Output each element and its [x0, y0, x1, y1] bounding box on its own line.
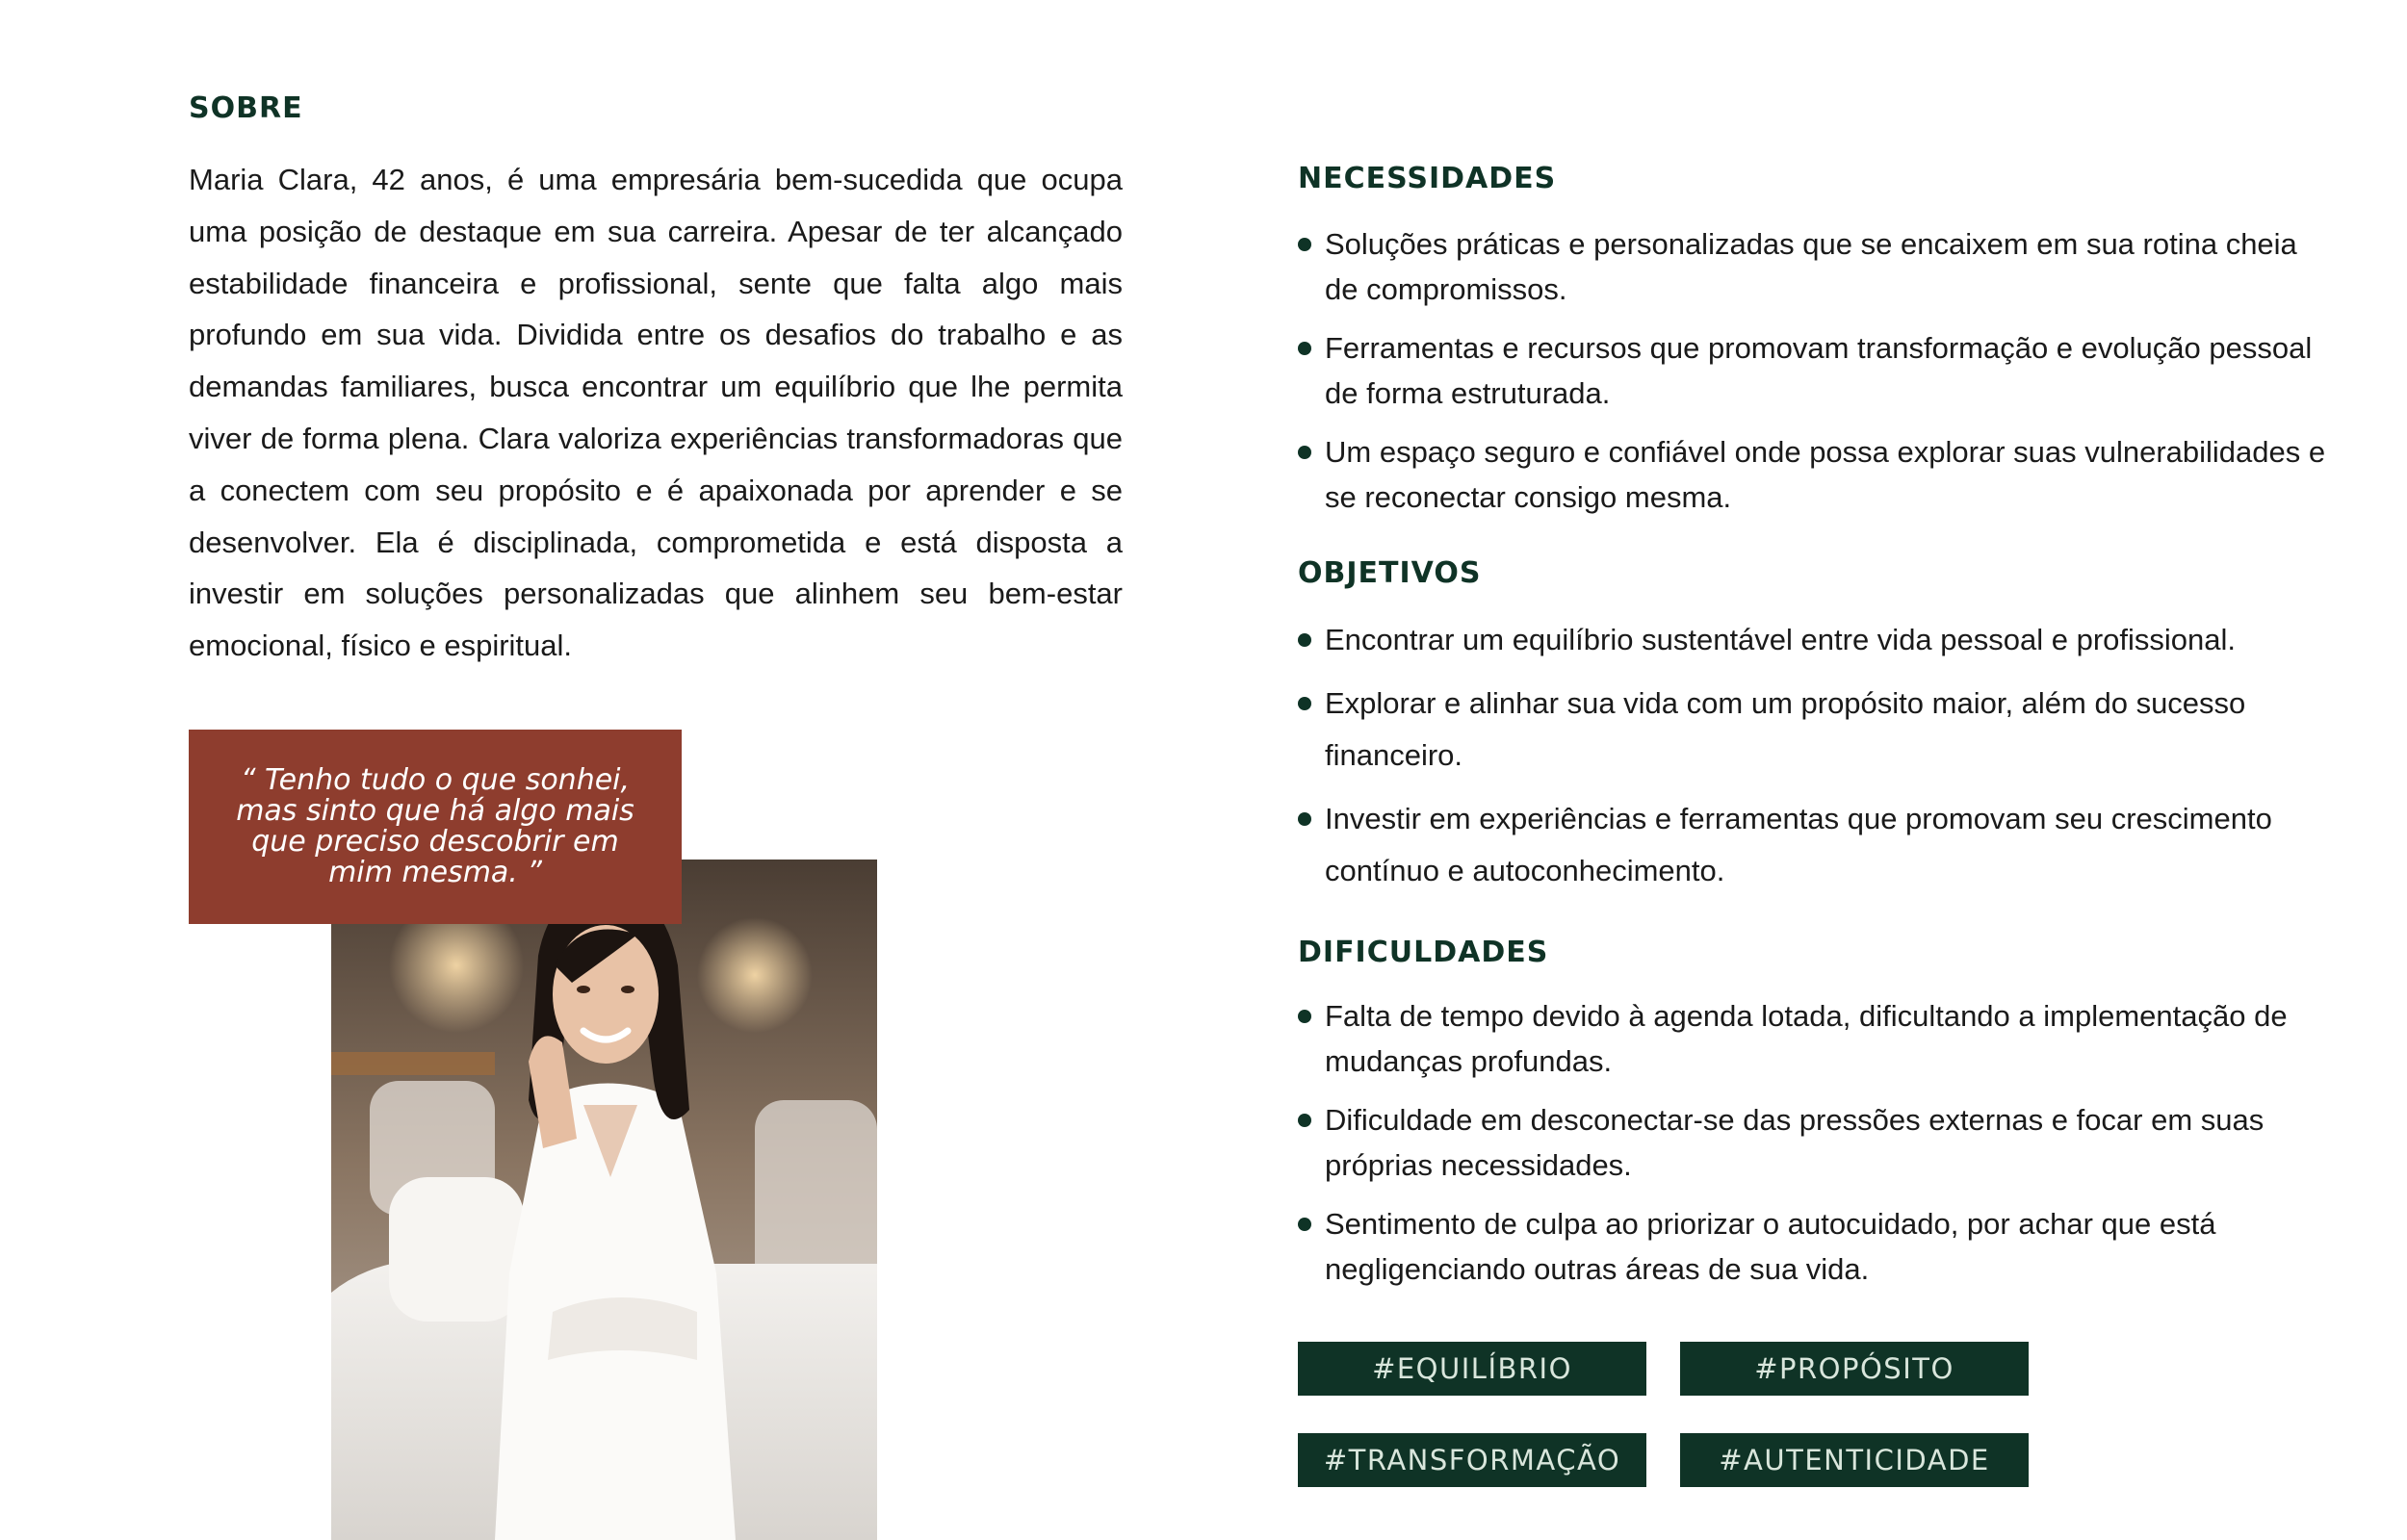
list-item	[1298, 1097, 2338, 1188]
bullet-dot-icon	[1298, 446, 1311, 459]
about-paragraph: Maria Clara, 42 anos, é uma empresária bem-sucedida que ocupa uma posição de destaque em sua carreira. Apesar de ter alcançado estabilidade financeira e profissional, sente que falta algo mais profundo em sua vida. Dividida entre os desafios do trabalho e as demandas familiares, busca encontrar um equilíbrio que lhe permita viver de forma plena. Clara valoriza experiências transformadoras que a conectem com seu propósito e é apaixonada por aprender e se desenvolver. Ela é disciplinada, comprometida e está disposta a investir em soluções personalizadas que alinhem seu bem-estar emocional, físico e espiritual.	[189, 163, 1123, 663]
difficulties-heading: DIFICULDADES	[1298, 936, 1549, 969]
bullet-dot-icon	[1298, 1114, 1311, 1127]
tag-equilibrio: #EQUILÍBRIO	[1298, 1342, 1646, 1396]
list-item	[1298, 221, 2338, 312]
tag-transformacao: #TRANSFORMAÇÃO	[1298, 1433, 1646, 1487]
bullet-dot-icon	[1298, 633, 1311, 647]
list-item	[1298, 793, 2338, 897]
goals-list	[1298, 614, 2338, 897]
list-item	[1298, 678, 2338, 782]
about-heading: SOBRE	[189, 91, 303, 125]
list-item-text: Falta de tempo devido à agenda lotada, dificultando a implementação de mudanças profundas.	[1325, 999, 2288, 1078]
list-item	[1298, 1201, 2338, 1292]
list-item	[1298, 993, 2338, 1084]
list-item-text: Um espaço seguro e confiável onde possa explorar suas vulnerabilidades e se reconectar consigo mesma.	[1325, 435, 2326, 514]
list-item-text: Dificuldade em desconectar-se das pressões externas e focar em suas próprias necessidades.	[1325, 1103, 2265, 1182]
needs-heading: NECESSIDADES	[1298, 162, 1557, 195]
list-item-text: Ferramentas e recursos que promovam transformação e evolução pessoal de forma estruturada.	[1325, 331, 2313, 410]
list-item-text: Investir em experiências e ferramentas que promovam seu crescimento contínuo e autoconhecimento.	[1325, 802, 2272, 887]
list-item	[1298, 325, 2338, 416]
list-item	[1298, 429, 2338, 520]
list-item	[1298, 614, 2338, 666]
list-item-text: Soluções práticas e personalizadas que se encaixem em sua rotina cheia de compromissos.	[1325, 227, 2297, 306]
list-item-text: Encontrar um equilíbrio sustentável entre vida pessoal e profissional.	[1325, 623, 2237, 656]
bullet-dot-icon	[1298, 812, 1311, 826]
list-item-text: Sentimento de culpa ao priorizar o autocuidado, por achar que está negligenciando outras áreas de sua vida.	[1325, 1207, 2216, 1286]
needs-list	[1298, 221, 2338, 520]
persona-photo	[331, 860, 877, 1540]
list-item-text: Explorar e alinhar sua vida com um propósito maior, além do sucesso financeiro.	[1325, 686, 2246, 772]
bullet-dot-icon	[1298, 697, 1311, 710]
bullet-dot-icon	[1298, 1010, 1311, 1023]
quote-box	[189, 730, 682, 924]
bullet-dot-icon	[1298, 342, 1311, 355]
bullet-dot-icon	[1298, 238, 1311, 251]
quote-text: “ Tenho tudo o que sonhei, mas sinto que há algo mais que preciso descobrir em mim mesma. ”	[236, 763, 634, 889]
tag-proposito: #PROPÓSITO	[1680, 1342, 2029, 1396]
bullet-dot-icon	[1298, 1218, 1311, 1231]
tag-autenticidade: #AUTENTICIDADE	[1680, 1433, 2029, 1487]
goals-heading: OBJETIVOS	[1298, 556, 1482, 590]
difficulties-list	[1298, 993, 2338, 1292]
